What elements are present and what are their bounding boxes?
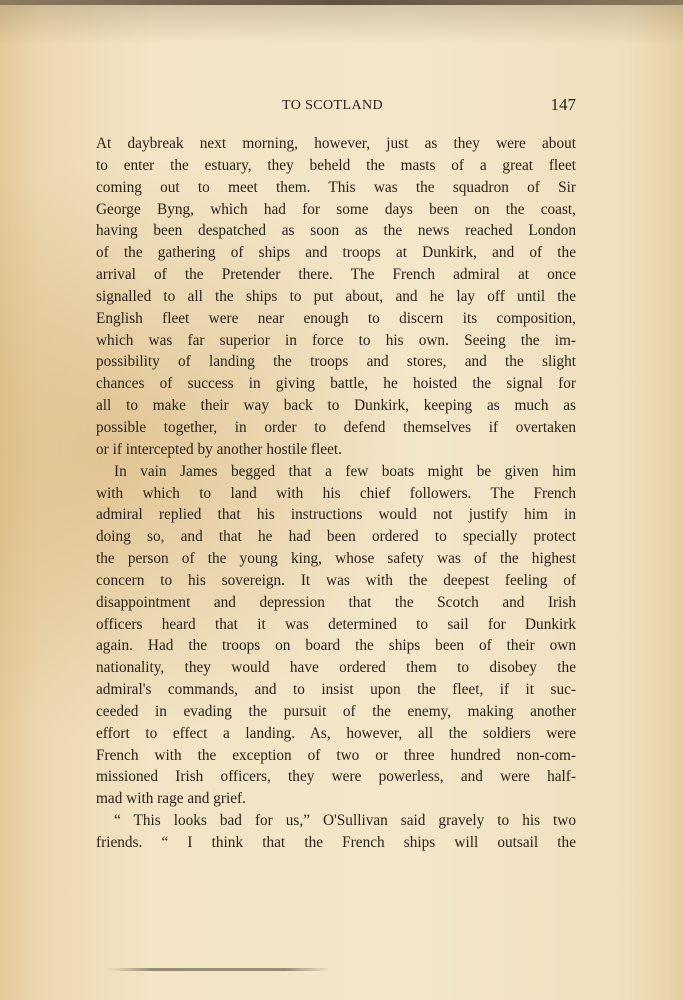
text-line: possible together, in order to defend themselves if overtaken	[96, 418, 576, 436]
text-line: friends. “ I think that the French ships will outsail the	[96, 834, 576, 851]
text-line: admiral's commands, and to insist upon the fleet, if it suc-	[96, 681, 576, 699]
text-line: officers heard that it was determined to sail for Dunkirk	[96, 615, 576, 633]
text-line: of the gathering of ships and troops at Dunkirk, and of the	[96, 244, 576, 262]
text-line: “ This looks bad for us,” O'Sullivan said gravely to his two	[114, 812, 576, 830]
text-line: again. Had the troops on board the ships been of their own	[96, 637, 576, 655]
text-line: arrival of the Pretender there. The French admiral at once	[96, 266, 576, 284]
text-line: coming out to meet them. This was the squadron of Sir	[96, 178, 576, 196]
text-line: missioned Irish officers, they were powerless, and were half-	[96, 768, 576, 786]
text-line: admiral replied that his instructions would not justify him in	[96, 506, 576, 524]
page-top-shadow	[0, 5, 683, 45]
text-line: signalled to all the ships to put about, and he lay off until the	[96, 287, 576, 305]
text-line: all to make their way back to Dunkirk, keeping as much as	[96, 397, 576, 415]
text-line: French with the exception of two or three hundred non-com-	[96, 746, 576, 764]
text-line: George Byng, which had for some days been on the coast,	[96, 200, 576, 218]
page-number: 147	[550, 95, 576, 114]
text-line: In vain James begged that a few boats might be given him	[114, 462, 576, 480]
text-line: the person of the young king, whose safety was of the highest	[96, 550, 576, 568]
text-line: which was far superior in force to his own. Seeing the im-	[96, 331, 576, 349]
text-line: concern to his sovereign. It was with the deepest feeling of	[96, 571, 576, 589]
text-line: mad with rage and grief.	[96, 790, 246, 808]
text-line: nationality, they would have ordered them to disobey the	[96, 659, 576, 677]
text-line: effort to effect a landing. As, however, all the soldiers were	[96, 724, 576, 742]
text-line: chances of success in giving battle, he hoisted the signal for	[96, 375, 576, 393]
text-line: to enter the estuary, they beheld the masts of a great fleet	[96, 156, 576, 174]
text-line: with which to land with his chief followers. The French	[96, 484, 576, 502]
text-line: ceeded in evading the pursuit of the enemy, making another	[96, 702, 576, 720]
text-line: doing so, and that he had been ordered to specially protect	[96, 528, 576, 546]
text-line: At daybreak next morning, however, just as they were about	[96, 135, 576, 152]
text-line: or if intercepted by another hostile fleet.	[96, 440, 342, 458]
page-header	[96, 95, 576, 119]
text-line: possibility of landing the troops and stores, and the slight	[96, 353, 576, 371]
text-line: disappointment and depression that the Scotch and Irish	[96, 593, 576, 611]
body-text	[96, 133, 576, 854]
running-head: TO SCOTLAND	[282, 98, 383, 113]
text-line: English fleet were near enough to discern its composition,	[96, 309, 576, 327]
bottom-rule	[108, 968, 330, 971]
text-line: having been despatched as soon as the news reached London	[96, 222, 576, 240]
